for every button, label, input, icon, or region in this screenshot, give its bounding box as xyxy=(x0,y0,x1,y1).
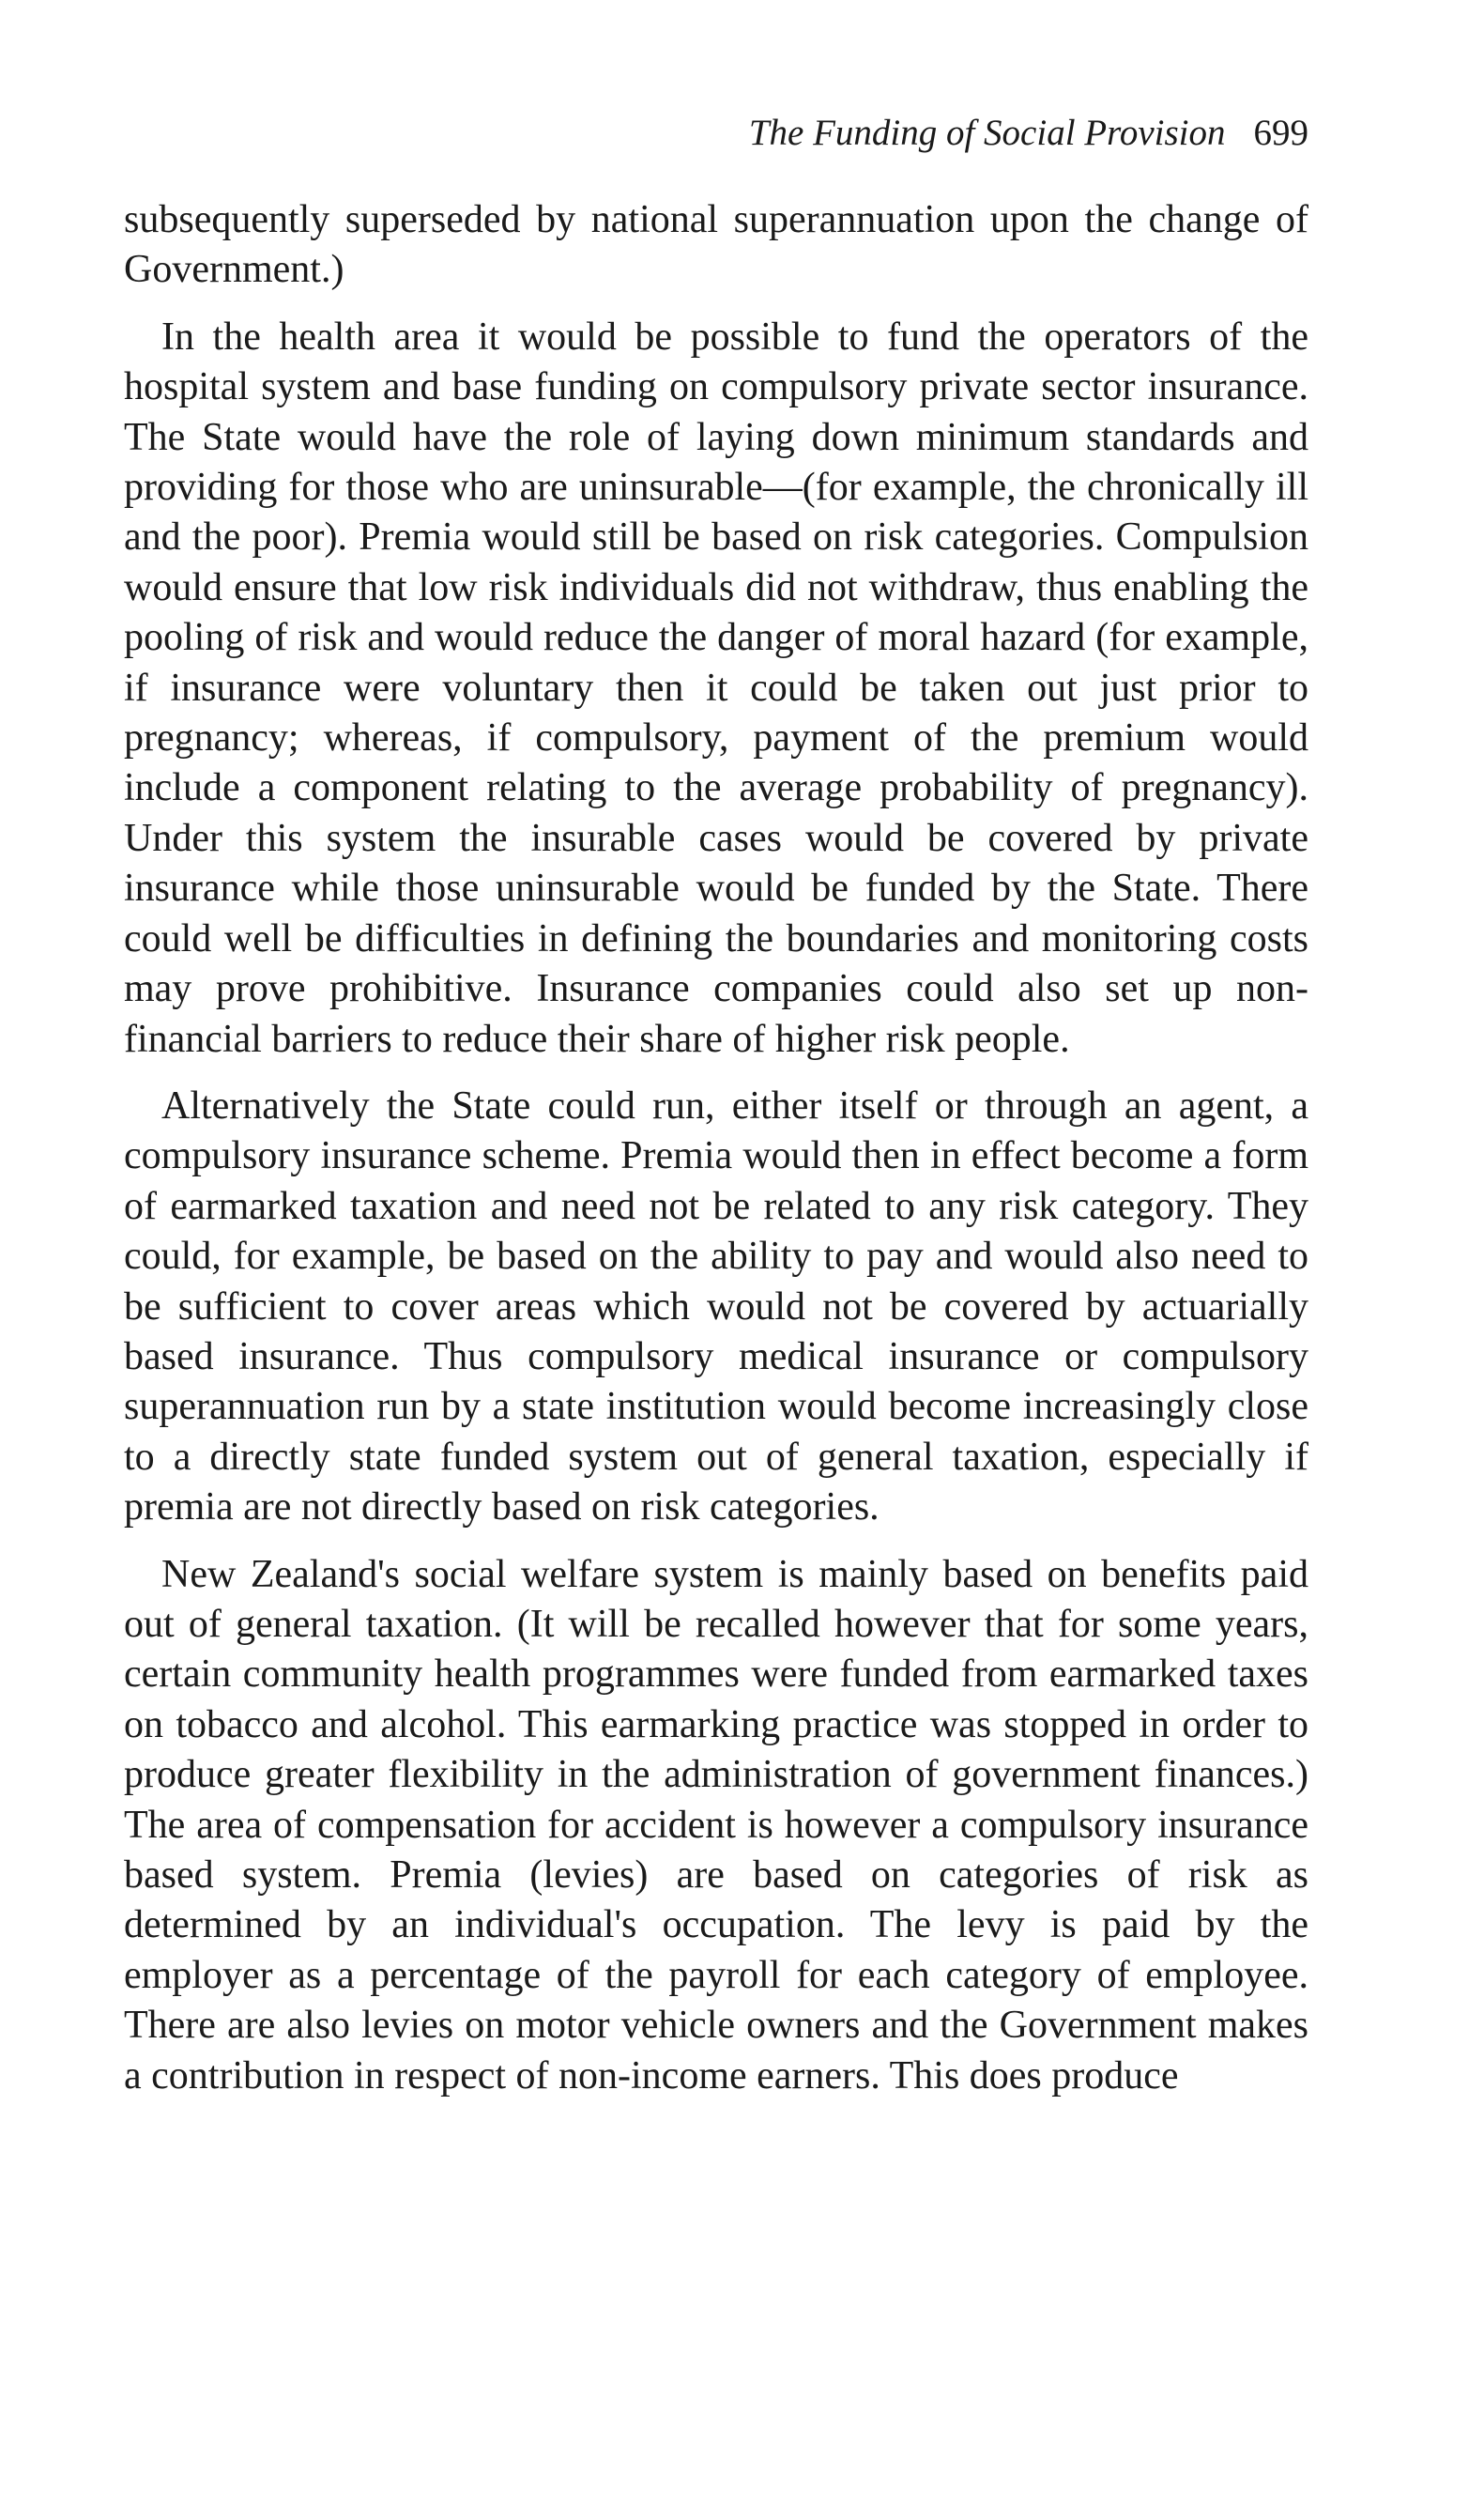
running-head xyxy=(124,111,1308,156)
paragraph-health-insurance: In the health area it would be possible to fund the operators of the hospital system and base funding on compulsory private sector insurance. The State would have the role of laying down minimum standards and providing for those who are uninsurable—(for example, the chronically ill and the poor). Premia would still be based on risk categories. Compulsion would ensure that low risk individuals did not withdraw, thus enabling the pooling of risk and would reduce the danger of moral hazard (for example, if insurance were voluntary then it could be taken out just prior to pregnancy; whereas, if compulsory, payment of the premium would include a component relating to the average probability of pregnancy). Under this system the insurable cases would be covered by private insurance while those uninsurable would be funded by the State. There could well be difficulties in defining the boundaries and monitoring costs may prove prohibitive. Insurance companies could also set up non-financial barriers to reduce their share of higher risk people. xyxy=(124,315,1308,1061)
running-title: The Funding of Social Provision xyxy=(748,113,1226,153)
paragraph-continued: subsequently superseded by national superannuation upon the change of Government.) xyxy=(124,198,1308,292)
page-number: 699 xyxy=(1253,113,1308,153)
paragraph-new-zealand-system: New Zealand's social welfare system is mainly based on benefits paid out of general taxation. (It will be recalled however that for some years, certain community health programmes were funded from earmarked taxes on tobacco and alcohol. This earmarking practice was stopped in order to produce greater flexibility in the administration of government finances.) The area of compensation for accident is however a compulsory insurance based system. Premia (levies) are based on categories of risk as determined by an individual's occupation. The levy is paid by the employer as a percentage of the payroll for each category of employee. There are also levies on motor vehicle owners and the Government makes a contribution in respect of non-income earners. This does produce xyxy=(124,1552,1308,2098)
paragraph-state-insurance: Alternatively the State could run, either itself or through an agent, a compulsory insurance scheme. Premia would then in effect become a form of earmarked taxation and need not be related to any risk category. They could, for example, be based on the ability to pay and would also need to be sufficient to cover areas which would not be covered by actuarially based insurance. Thus compulsory medical insurance or compulsory superannuation run by a state institution would become increasingly close to a directly state funded system out of general taxation, especially if premia are not directly based on risk categories. xyxy=(124,1083,1308,1529)
body-text xyxy=(124,195,1308,2101)
